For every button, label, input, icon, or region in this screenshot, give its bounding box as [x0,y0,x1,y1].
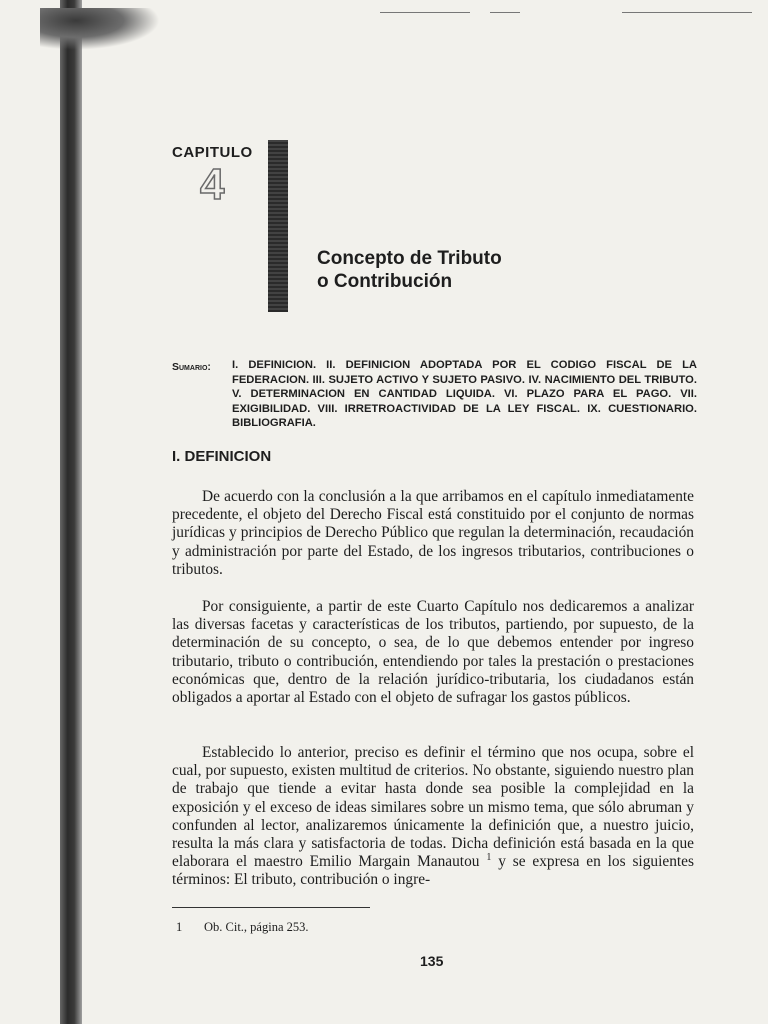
chapter-number: 4 [200,160,225,209]
body-paragraph-1: De acuerdo con la conclusión a la que arribamos en el capítulo inmediatamente precedente, el objeto del Derecho Fiscal está constituido por el conjunto de normas jurídicas y principios de Derecho Público que regulan la determinación, recaudación y administración por parte del Estado, de los ingresos tributarios, contribuciones o tributos. [172,488,694,578]
summary-label: Sumario: [172,361,211,373]
chapter-summary [172,358,697,431]
book-binding-shadow [60,0,82,1024]
body-paragraph-2: Por consiguiente, a partir de este Cuarto Capítulo nos dedicaremos a analizar las diversas facetas y características de los tributos, partiendo, por supuesto, de la determinación de su concepto, o sea, de lo que debemos entender por ingreso tributario, tributo o contribución, entendiendo por tales la prestación o prestaciones económicas que, dentro de la relación jurídico-tributaria, los ciudadanos están obligados a aportar al Estado con el objeto de sufragar los gastos públicos. [172,598,694,707]
footnote-divider [172,907,370,908]
chapter-title-line-1: Concepto de Tributo [317,248,502,269]
chapter-decorative-bar [268,140,288,312]
top-scan-line [622,12,752,13]
footnote-text: Ob. Cit., página 253. [204,920,309,934]
paragraph-3-continuation: y se expresa en los siguientes términos: El tributo, contribución o ingre- [172,853,694,889]
top-scan-line [490,12,520,13]
paragraph-3-text: Establecido lo anterior, preciso es definir el término que nos ocupa, sobre el cual, por supuesto, existen multitud de criterios. No obstante, siguiendo nuestro plan de trabajo que tiende a evitar hasta donde sea posible la complejidad en la exposición y el exceso de ideas similares sobre un mismo tema, que sólo abruman y confunden al lector, analizaremos únicamente la definición que, a nuestro juicio, resulta la más clara y satisfactoria de todas. Dicha definición está basada en la que elaborara el maestro Emilio Margain Manautou [172,744,694,871]
chapter-title [317,247,502,293]
body-paragraph-3 [172,744,694,890]
section-heading: I. DEFINICION [172,448,272,465]
top-scan-line [380,12,470,13]
scan-corner-shadow [40,8,160,50]
chapter-label: CAPITULO [172,144,253,161]
summary-text: I. DEFINICION. II. DEFINICION ADOPTADA POR EL CODIGO FISCAL DE LA FEDERACION. III. SUJETO ACTIVO Y SUJETO PASIVO. IV. NACIMIENTO DEL TRIBUTO. V. DETERMINACION EN CANTIDAD LIQUIDA. VI. PLAZO PARA EL PAGO. VII. EXIGIBILIDAD. VIII. IRRETROACTIVIDAD DE LA LEY FISCAL. IX. CUESTIONARIO. BIBLIOGRAFIA. [232,359,697,429]
footnote [172,920,309,935]
page-number: 135 [420,953,444,969]
footnote-reference: 1 [486,852,492,864]
footnote-number: 1 [176,920,183,934]
chapter-title-line-2: o Contribución [317,271,453,292]
